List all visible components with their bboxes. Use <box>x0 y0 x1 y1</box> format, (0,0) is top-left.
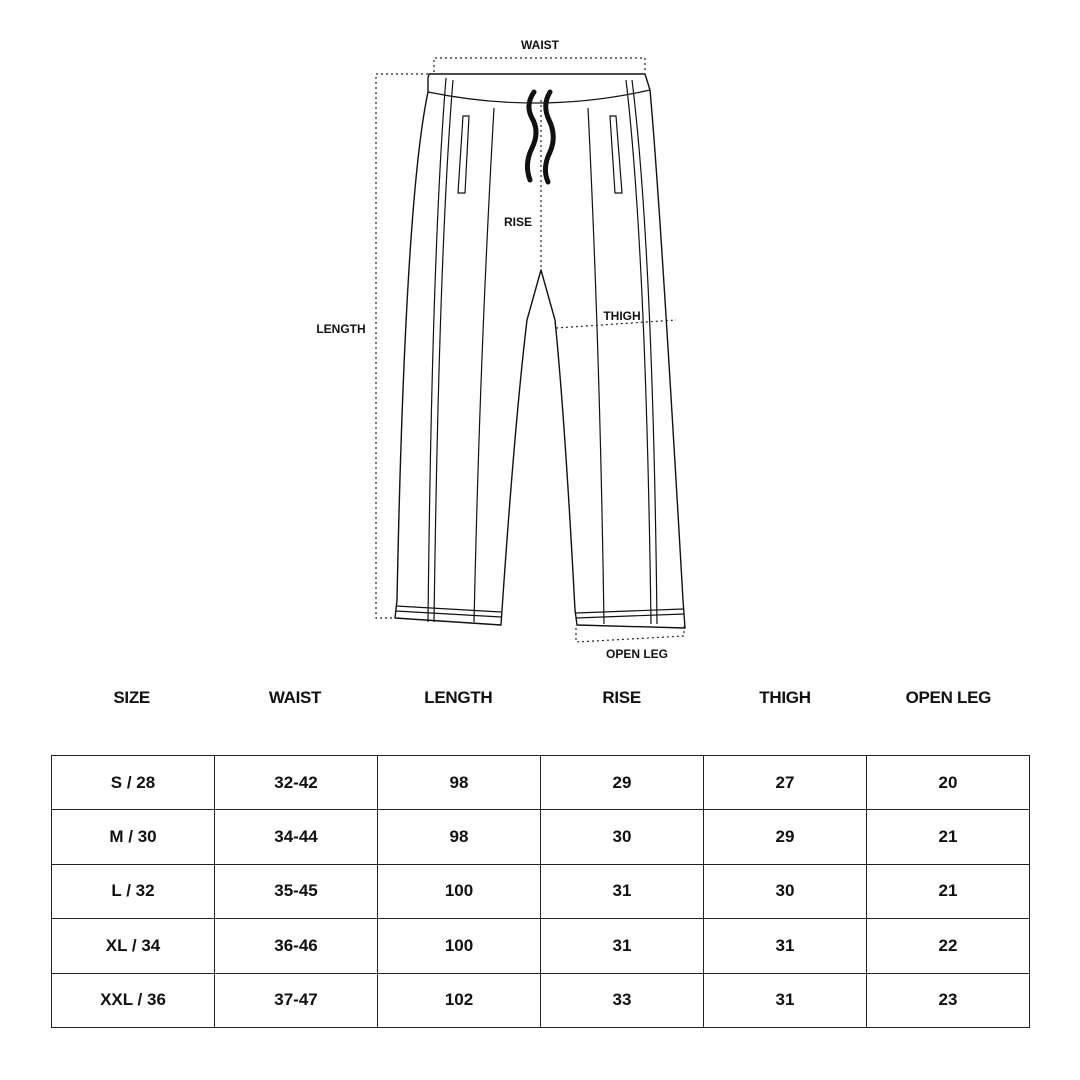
table-cell-waist: 32-42 <box>215 756 378 810</box>
table-cell-thigh: 29 <box>704 810 867 864</box>
table-cell-open-leg: 20 <box>867 756 1030 810</box>
table-cell-size: XXL / 36 <box>52 973 215 1027</box>
header-length: LENGTH <box>424 688 493 707</box>
table-cell-size: XL / 34 <box>52 919 215 973</box>
table-cell-length: 100 <box>378 864 541 918</box>
table-cell-waist: 34-44 <box>215 810 378 864</box>
pants-outline <box>395 74 685 628</box>
rise-label: RISE <box>503 215 533 229</box>
open-leg-label: OPEN LEG <box>605 647 669 661</box>
table-cell-size: S / 28 <box>52 756 215 810</box>
table-cell-length: 98 <box>378 810 541 864</box>
table-cell-length: 100 <box>378 919 541 973</box>
size-chart-table <box>51 755 1030 1028</box>
table-row <box>52 919 1030 973</box>
header-size: SIZE <box>113 688 150 707</box>
table-cell-waist: 37-47 <box>215 973 378 1027</box>
table-cell-rise: 30 <box>541 810 704 864</box>
table-cell-thigh: 31 <box>704 919 867 973</box>
table-cell-open-leg: 21 <box>867 864 1030 918</box>
thigh-label: THIGH <box>603 309 641 323</box>
table-row <box>52 810 1030 864</box>
waist-measure-line <box>434 58 645 72</box>
waist-label: WAIST <box>521 38 559 52</box>
table-cell-open-leg: 22 <box>867 919 1030 973</box>
table-cell-thigh: 30 <box>704 864 867 918</box>
table-cell-thigh: 31 <box>704 973 867 1027</box>
table-cell-rise: 31 <box>541 919 704 973</box>
table-cell-rise: 29 <box>541 756 704 810</box>
table-cell-waist: 35-45 <box>215 864 378 918</box>
header-waist: WAIST <box>268 688 322 707</box>
table-cell-open-leg: 21 <box>867 810 1030 864</box>
table-cell-length: 98 <box>378 756 541 810</box>
table-row <box>52 756 1030 810</box>
table-cell-rise: 31 <box>541 864 704 918</box>
header-rise: RISE <box>602 688 641 707</box>
table-cell-size: L / 32 <box>52 864 215 918</box>
table-row <box>52 864 1030 918</box>
table-cell-size: M / 30 <box>52 810 215 864</box>
table-cell-waist: 36-46 <box>215 919 378 973</box>
table-cell-open-leg: 23 <box>867 973 1030 1027</box>
header-open-leg: OPEN LEG <box>905 688 992 707</box>
table-cell-length: 102 <box>378 973 541 1027</box>
table-row <box>52 973 1030 1027</box>
header-thigh: THIGH <box>759 688 811 707</box>
length-label: LENGTH <box>316 322 366 336</box>
size-chart-header <box>50 688 1030 714</box>
table-cell-thigh: 27 <box>704 756 867 810</box>
table-cell-rise: 33 <box>541 973 704 1027</box>
